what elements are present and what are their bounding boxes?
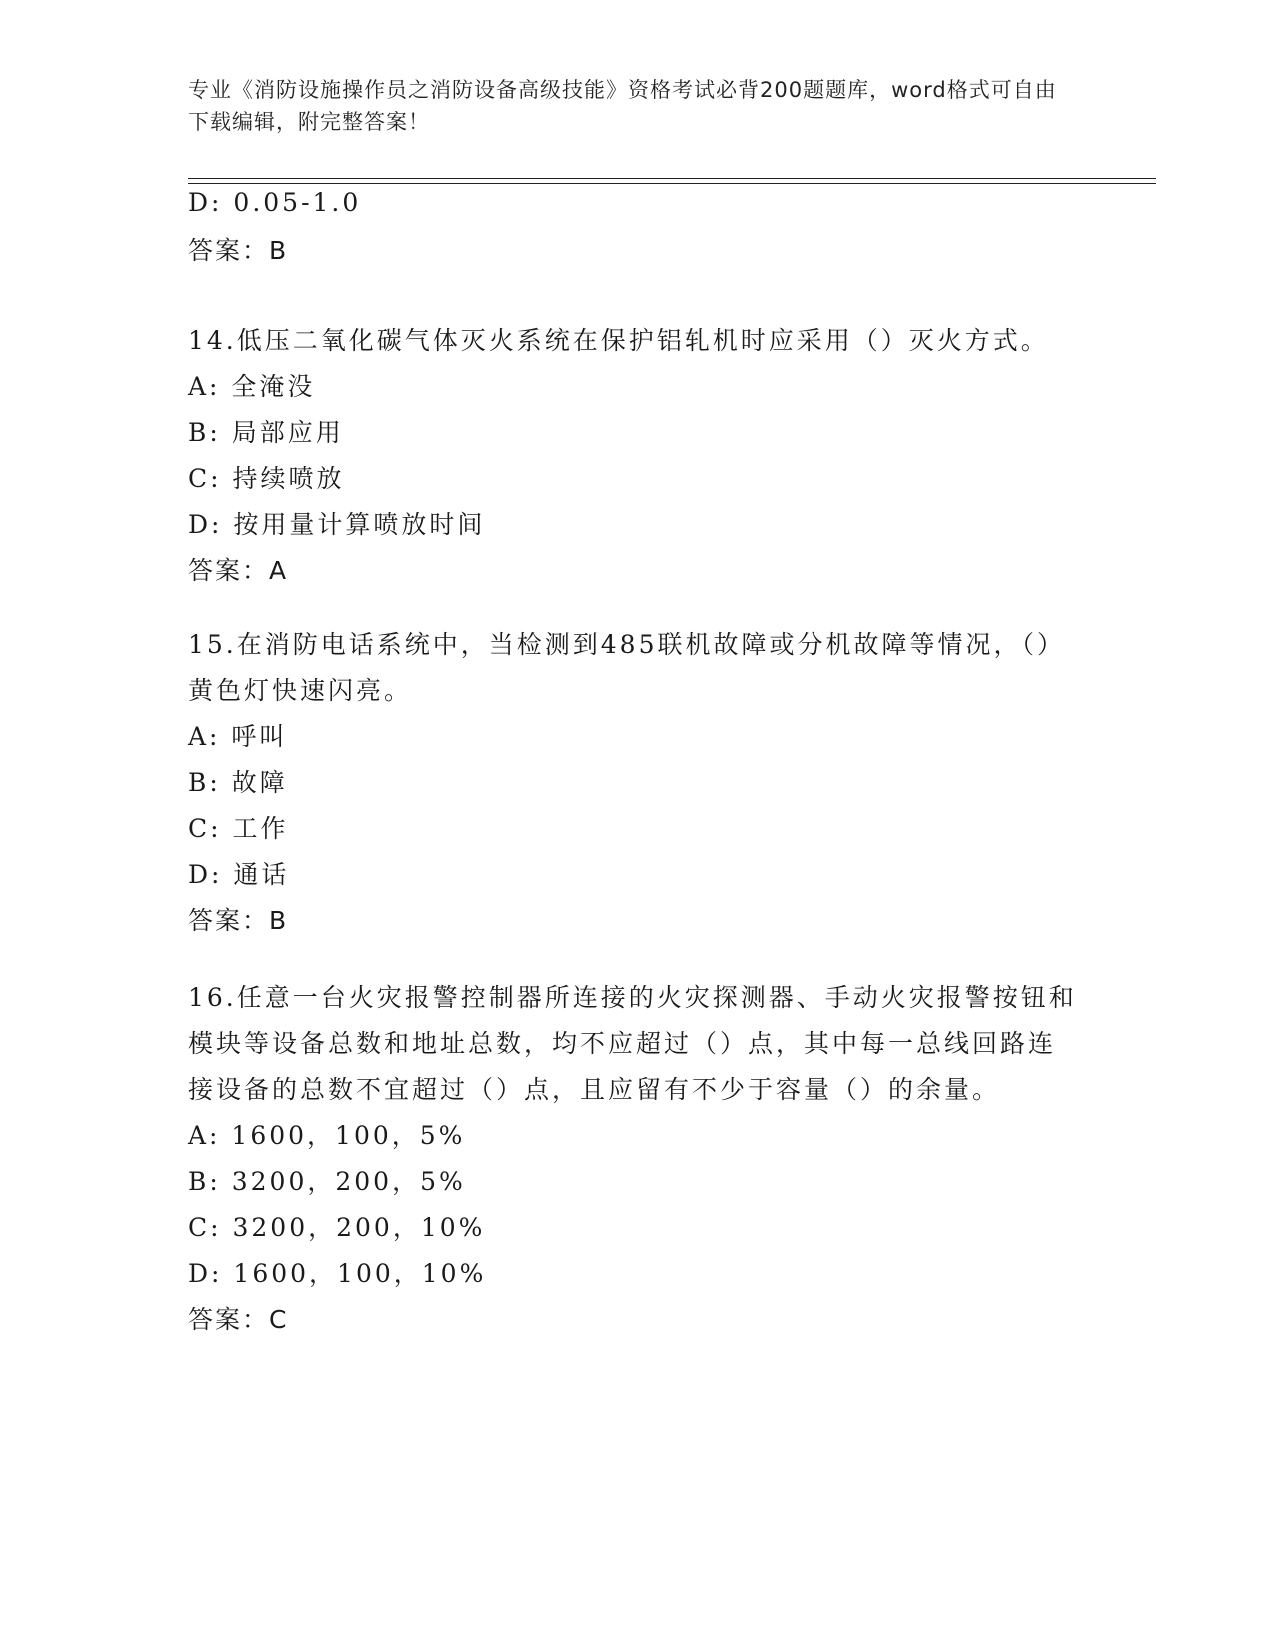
question-14 — [188, 318, 1083, 594]
option-c: C: 工作 — [188, 814, 289, 843]
question-stem: 16.任意一台火灾报警控制器所连接的火灾探测器、手动火灾报警按钮和模块等设备总数和地址总数，均不应超过（）点，其中每一总线回路连接设备的总数不宜超过（）点，且应留有不少于容量（）的余量。 — [188, 983, 1077, 1104]
option-a: A: 全淹没 — [188, 372, 316, 401]
question-15 — [188, 622, 1083, 944]
prev-answer: 答案：B — [188, 236, 289, 265]
answer: 答案：A — [188, 556, 289, 585]
option-a: A: 呼叫 — [188, 722, 288, 751]
header-divider-bottom — [188, 183, 1156, 184]
option-b: B: 3200，200，5% — [188, 1167, 466, 1196]
option-b: B: 局部应用 — [188, 418, 344, 447]
option-d: D: 通话 — [188, 860, 290, 889]
option-b: B: 故障 — [188, 768, 288, 797]
option-a: A: 1600，100，5% — [188, 1121, 466, 1150]
answer: 答案：C — [188, 1305, 289, 1334]
option-c: C: 3200，200，10% — [188, 1213, 486, 1242]
question-16 — [188, 975, 1083, 1343]
option-d: D: 1600，100，10% — [188, 1259, 487, 1288]
header-divider-top — [188, 178, 1156, 179]
question-stem: 15.在消防电话系统中，当检测到485联机故障或分机故障等情况，（）黄色灯快速闪亮。 — [188, 630, 1065, 705]
question-stem: 14.低压二氧化碳气体灭火系统在保护铝轧机时应采用（）灭火方式。 — [188, 326, 1049, 355]
answer: 答案：B — [188, 906, 289, 935]
document-header: 专业《消防设施操作员之消防设备高级技能》资格考试必背200题题库，word格式可自由下载编辑，附完整答案！ — [188, 78, 1057, 134]
option-d: D: 按用量计算喷放时间 — [188, 510, 486, 539]
option-c: C: 持续喷放 — [188, 464, 345, 493]
prev-option-d: D: 0.05-1.0 — [188, 188, 362, 217]
